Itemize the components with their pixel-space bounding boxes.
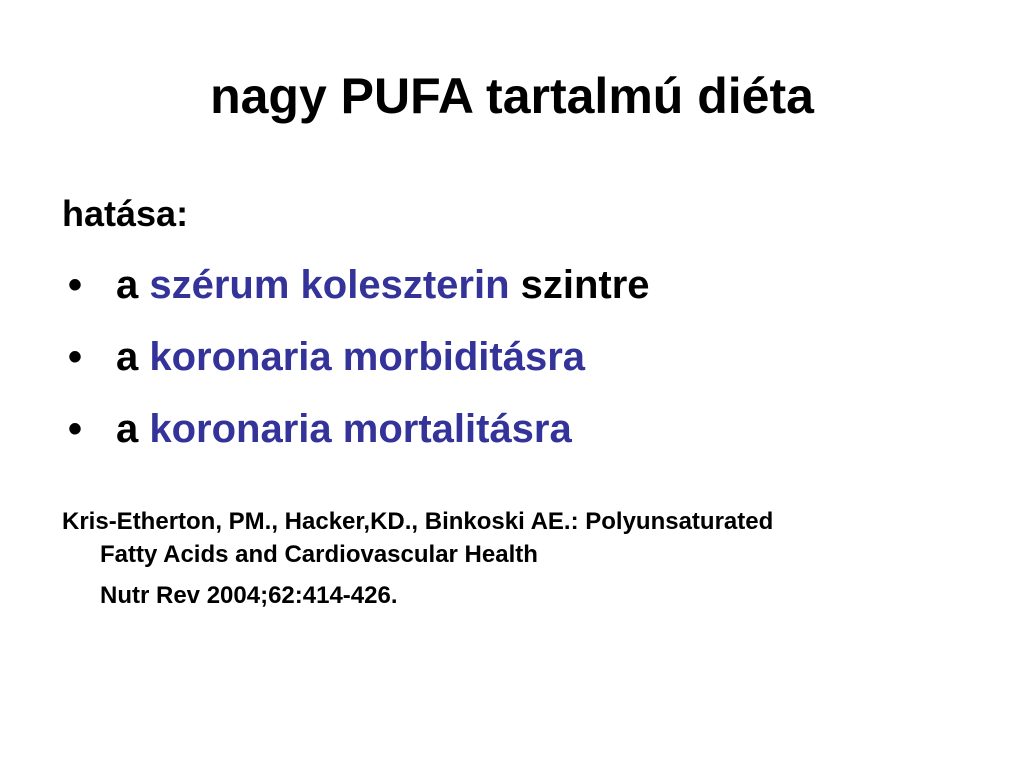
bullet-prefix: a [116,407,150,451]
bullet-highlight: szérum koleszterin [149,263,510,307]
bullet-highlight: koronaria morbiditásra [149,335,586,379]
reference-title-line: Fatty Acids and Cardiovascular Health [100,541,538,568]
bullet-icon: • [68,407,83,451]
reference-citation [62,505,773,612]
bullet-text [116,262,650,308]
reference-authors-line: Kris-Etherton, PM., Hacker,KD., Binkoski AE.: Polyunsaturated [62,508,774,535]
bullet-prefix: a [116,335,150,379]
bullet-icon: • [68,263,83,307]
bullet-suffix: szintre [509,263,650,307]
bullet-text [116,406,572,452]
bullet-icon: • [68,335,83,379]
bullet-highlight: koronaria mortalitásra [149,407,572,451]
bullet-prefix: a [116,263,150,307]
slide-title: nagy PUFA tartalmú diéta [210,68,814,124]
subheading: hatása: [62,193,189,234]
bullet-text [116,334,585,380]
reference-journal-line: Nutr Rev 2004;62:414-426. [100,582,398,609]
